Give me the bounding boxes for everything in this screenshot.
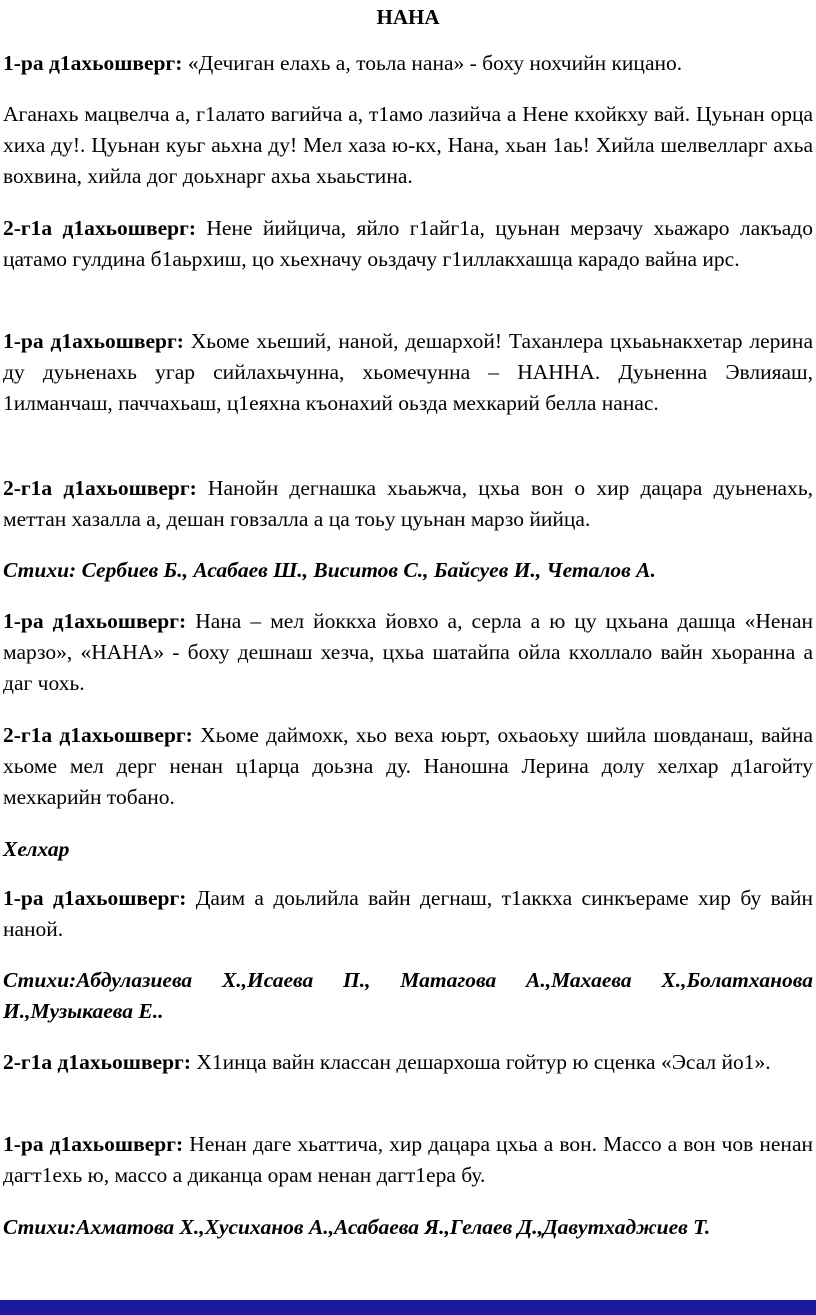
paragraph-text: «Дечиган елахь а, тоьла нана» - боху нохчийн кицано. (182, 51, 683, 75)
paragraph-1 (3, 48, 813, 79)
speaker-label: 2-г1а д1ахьошверг: (3, 216, 196, 240)
section-heading: Хелхар (3, 837, 70, 861)
paragraph-text: Аганахь мацвелча а, г1алато вагийча а, т1амо лазийча а Нене кхойкху вай. Цуьнан орца хиха ду!. Цуьнан куьг аьхна ду! Мел хаза ю-кх, Нана, хьан 1аь! Хийла шелвелларг ахьа вохвина, хийла дог доьхнарг ахьа хьаьстина. (3, 102, 813, 188)
paragraph-text: Даим а доьлийла вайн дегнаш, т1аккха синкъераме хир бу вайн наной. (3, 886, 813, 941)
poets-heading-3 (3, 1212, 813, 1243)
speaker-label: 2-г1а д1ахьошверг: (3, 476, 197, 500)
dance-heading (3, 834, 813, 865)
poets-heading-2 (3, 965, 813, 1027)
paragraph-text: Нана – мел йоккха йовхо а, серла а ю цу цхьана дашца «Ненан марзо», «НАНА» - боху дешнаш хезча, цхьа шатайпа ойла кхоллало вайн хьоранна а даг чохь. (3, 609, 813, 695)
footer-bar (0, 1300, 816, 1315)
page-title: НАНА (376, 5, 440, 29)
paragraph-3 (3, 213, 813, 275)
paragraph-9 (3, 1047, 813, 1078)
paragraph-text: Ненан даге хьаттича, хир дацара цхьа а вон. Массо а вон чов ненан дагт1ехь ю, массо а диканца орам ненан дагт1ера бу. (3, 1132, 813, 1187)
paragraph-text: Хьоме хьеший, наной, дешархой! Таханлера цхьаьнакхетар лерина ду дуьненахь угар сийлахьчунна, хьомечунна – НАННА. Дуьненна Эвлияаш, 1илманчаш, паччахьаш, ц1еяхна къонахий оьзда мехкарий белла нанас. (3, 329, 813, 415)
paragraph-2 (3, 99, 813, 192)
speaker-label: 2-г1а д1ахьошверг: (3, 723, 193, 747)
paragraph-text: Нанойн дегнашка хьаьжча, цхьа вон о хир дацара дуьненахь, меттан хазалла а, дешан говзалла а ца тоьу цуьнан марзо йийца. (3, 476, 813, 531)
speaker-label: 1-ра д1ахьошверг: (3, 609, 187, 633)
poets-list: Стихи: Сербиев Б., Асабаев Ш., Виситов С., Байсуев И., Четалов А. (3, 558, 656, 582)
paragraph-10 (3, 1129, 813, 1191)
speaker-label: 1-ра д1ахьошверг: (3, 329, 184, 353)
paragraph-text: Нене йийцича, яйло г1айг1а, цуьнан мерзачу хьажаро лакъадо цатамо гулдина б1аьрхиш, цо хьехначу оьздачу г1иллакхашца карадо вайна ирс. (3, 216, 814, 271)
paragraph-4 (3, 326, 813, 419)
poets-list: Стихи:Абдулазиева Х.,Исаева П., Матагова А.,Махаева Х.,Болатханова И.,Музыкаева Е.. (3, 968, 813, 1023)
paragraph-8 (3, 883, 813, 945)
speaker-label: 1-ра д1ахьошверг: (3, 51, 183, 75)
paragraph-text: Х1инца вайн классан дешархоша гойтур ю сценка «Эсал йо1». (190, 1050, 771, 1074)
paragraph-6 (3, 606, 813, 699)
speaker-label: 2-г1а д1ахьошверг: (3, 1050, 191, 1074)
speaker-label: 1-ра д1ахьошверг: (3, 886, 187, 910)
paragraph-5 (3, 473, 813, 535)
paragraph-text: Хьоме даймохк, хьо веха юьрт, охьаоьху шийла шовданаш, вайна хьоме мел дерг ненан ц1арца доьзна ду. Наношна Лерина долу хелхар д1агойту мехкарийн тобано. (3, 723, 813, 809)
poets-heading-1 (3, 555, 813, 586)
poets-list: Стихи:Ахматова Х.,Хусиханов А.,Асабаева Я.,Гелаев Д.,Давутхаджиев Т. (3, 1215, 711, 1239)
speaker-label: 1-ра д1ахьошверг: (3, 1132, 184, 1156)
paragraph-7 (3, 720, 813, 813)
